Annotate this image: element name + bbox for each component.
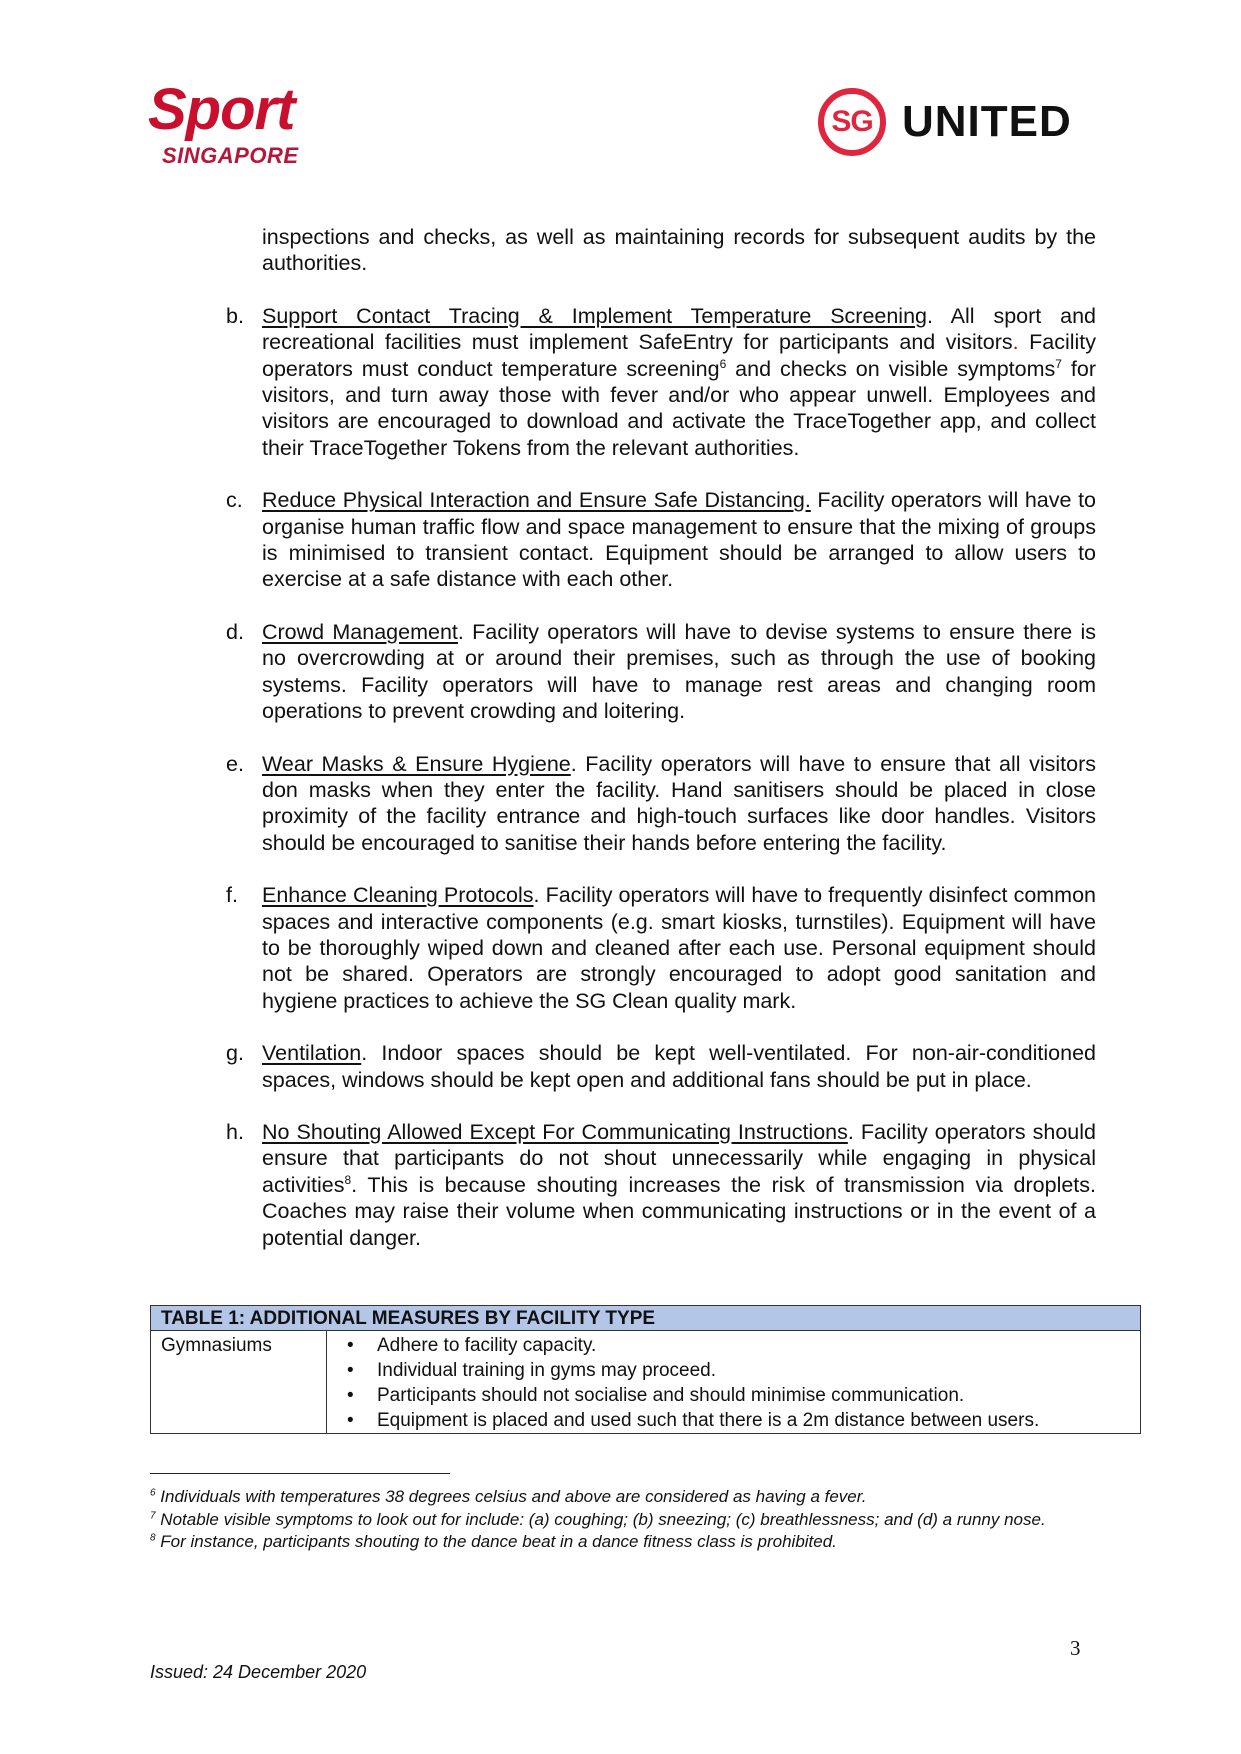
footnote-number: 6 — [150, 1487, 156, 1499]
table-title: TABLE 1: ADDITIONAL MEASURES BY FACILITY TYPE — [151, 1306, 1141, 1331]
table-row — [151, 1331, 1141, 1434]
footnote-text: Individuals with temperatures 38 degrees celsius and above are considered as having a fever. — [155, 1487, 867, 1506]
list-marker: h. — [226, 1119, 244, 1144]
item-text: and checks on visible symptoms — [726, 356, 1056, 381]
item-text: . This is because shouting increases the risk of transmission via droplets. Coaches may raise their volume when communicating instructions or in the event of a potential danger. — [262, 1172, 1096, 1250]
sg-ring-icon: SG — [818, 88, 886, 156]
list-item-g — [226, 1040, 1096, 1093]
sg-united-logo — [818, 86, 1108, 166]
list-item-c — [226, 487, 1096, 593]
item-heading: Reduce Physical Interaction and Ensure Safe Distancing. — [262, 488, 811, 513]
list-marker: b. — [226, 303, 244, 328]
sport-singapore-logo — [148, 78, 348, 170]
item-text: for visitors, and turn away those with fever and/or who appear unwell. Employees and visitors are encouraged to download and activate the TraceTogether app, and collect their TraceTogether Tokens from the relevant authorities. — [262, 356, 1096, 460]
list-item-body — [262, 1119, 1096, 1251]
list-marker: e. — [226, 751, 244, 776]
list-item-body — [262, 619, 1096, 725]
list-item-body — [262, 303, 1096, 461]
issued-date: Issued: 24 December 2020 — [150, 1662, 367, 1682]
item-text: . Facility operators should ensure that participants do not shout unnecessarily while engaging in physical activities — [262, 1119, 1096, 1197]
sport-logo-word: Sport — [148, 77, 295, 142]
footnote-number: 7 — [150, 1509, 156, 1521]
list-item-f — [226, 882, 1096, 1014]
facility-measures-table — [150, 1305, 1141, 1434]
sg-united-word: UNITED — [902, 97, 1072, 146]
list-item-body — [262, 882, 1096, 1014]
list-item-body — [262, 487, 1096, 593]
item-heading: No Shouting Allowed Except For Communicating Instructions — [262, 1119, 848, 1144]
footnote-6 — [150, 1486, 1090, 1509]
measures-cell — [327, 1331, 1141, 1434]
footnote-text: Notable visible symptoms to look out for include: (a) coughing; (b) sneezing; (c) breathlessness; and (d) a runny nose. — [155, 1509, 1046, 1529]
list-item-body — [262, 751, 1096, 857]
item-text: . All sport and recreational facilities must implement SafeEntry for participants and visitors — [262, 303, 1096, 355]
footnote-text: For instance, participants shouting to the dance beat in a dance fitness class is prohibited. — [155, 1532, 837, 1551]
item-text: Facility operators will have to organise human traffic flow and space management to ensure that the mixing of groups is minimised to transient contact. Equipment should be arranged to allow users to exercise at a safe distance with each other. — [262, 488, 1097, 592]
list-item-d — [226, 619, 1096, 725]
list-marker: g. — [226, 1041, 244, 1066]
item-text-period: . — [1012, 330, 1019, 355]
footnote-7 — [150, 1509, 1090, 1532]
measure-bullet: • Individual training in gyms may proceed. — [337, 1358, 1132, 1383]
item-heading: Enhance Cleaning Protocols — [262, 883, 534, 908]
item-text: . Facility operators will have to frequently disinfect common spaces and interactive components (e.g. smart kiosks, turnstiles). Equipment will have to be thoroughly wiped down and cleaned after each use. Personal equipment should not be shared. Operators are strongly encouraged to adopt good sanitation and hygiene practices to achieve the SG Clean quality mark. — [262, 883, 1097, 1013]
measure-bullet: • Equipment is placed and used such that there is a 2m distance between users. — [337, 1408, 1132, 1433]
item-heading: Support Contact Tracing & Implement Temperature Screening — [262, 303, 928, 328]
table-header-row — [151, 1306, 1141, 1331]
measures-bullets — [337, 1333, 1132, 1433]
measure-bullet: • Participants should not socialise and should minimise communication. — [337, 1383, 1132, 1408]
list-marker: d. — [226, 619, 244, 644]
footnote-number: 8 — [150, 1532, 156, 1544]
list-marker: f. — [226, 883, 238, 908]
list-item-h — [226, 1119, 1096, 1251]
footnote-ref-7: 7 — [1055, 356, 1062, 371]
item-heading: Crowd Management — [262, 619, 458, 644]
footnote-8 — [150, 1531, 1090, 1554]
list-item-body — [262, 1040, 1096, 1093]
footnote-ref-8: 8 — [344, 1172, 352, 1187]
page-number: 3 — [1070, 1636, 1081, 1660]
continued-paragraph: inspections and checks, as well as maintaining records for subsequent audits by the authorities. — [262, 225, 1096, 276]
item-text: . Facility operators will have to devise systems to ensure there is no overcrowding at or around their premises, such as through the use of booking systems. Facility operators will have to manage rest areas and changing room operations to prevent crowding and loitering. — [262, 619, 1096, 724]
footnote-separator — [150, 1473, 450, 1474]
item-text: . Indoor spaces should be kept well-ventilated. For non-air-conditioned spaces, windows should be kept open and additional fans should be put in place. — [262, 1041, 1096, 1092]
footnotes — [150, 1486, 1090, 1554]
list-item-b — [226, 303, 1096, 461]
sport-logo-subtitle: SINGAPORE — [162, 143, 299, 168]
list-marker: c. — [226, 488, 243, 513]
item-text: Facility operators must conduct temperature screening — [262, 330, 1096, 381]
measures-list — [226, 224, 1096, 1277]
facility-type-cell: Gymnasiums — [151, 1331, 327, 1434]
item-text: . Facility operators will have to ensure that all visitors don masks when they enter the facility. Hand sanitisers should be placed in close proximity of the facility entrance and high-touch surfaces like door handles. Visitors should be encouraged to sanitise their hands before entering the facility. — [262, 751, 1096, 855]
footnote-ref-6: 6 — [719, 356, 727, 371]
item-heading: Wear Masks & Ensure Hygiene — [262, 751, 571, 776]
measure-bullet: • Adhere to facility capacity. — [337, 1333, 1132, 1358]
list-item-e — [226, 751, 1096, 857]
item-heading: Ventilation — [262, 1041, 362, 1066]
